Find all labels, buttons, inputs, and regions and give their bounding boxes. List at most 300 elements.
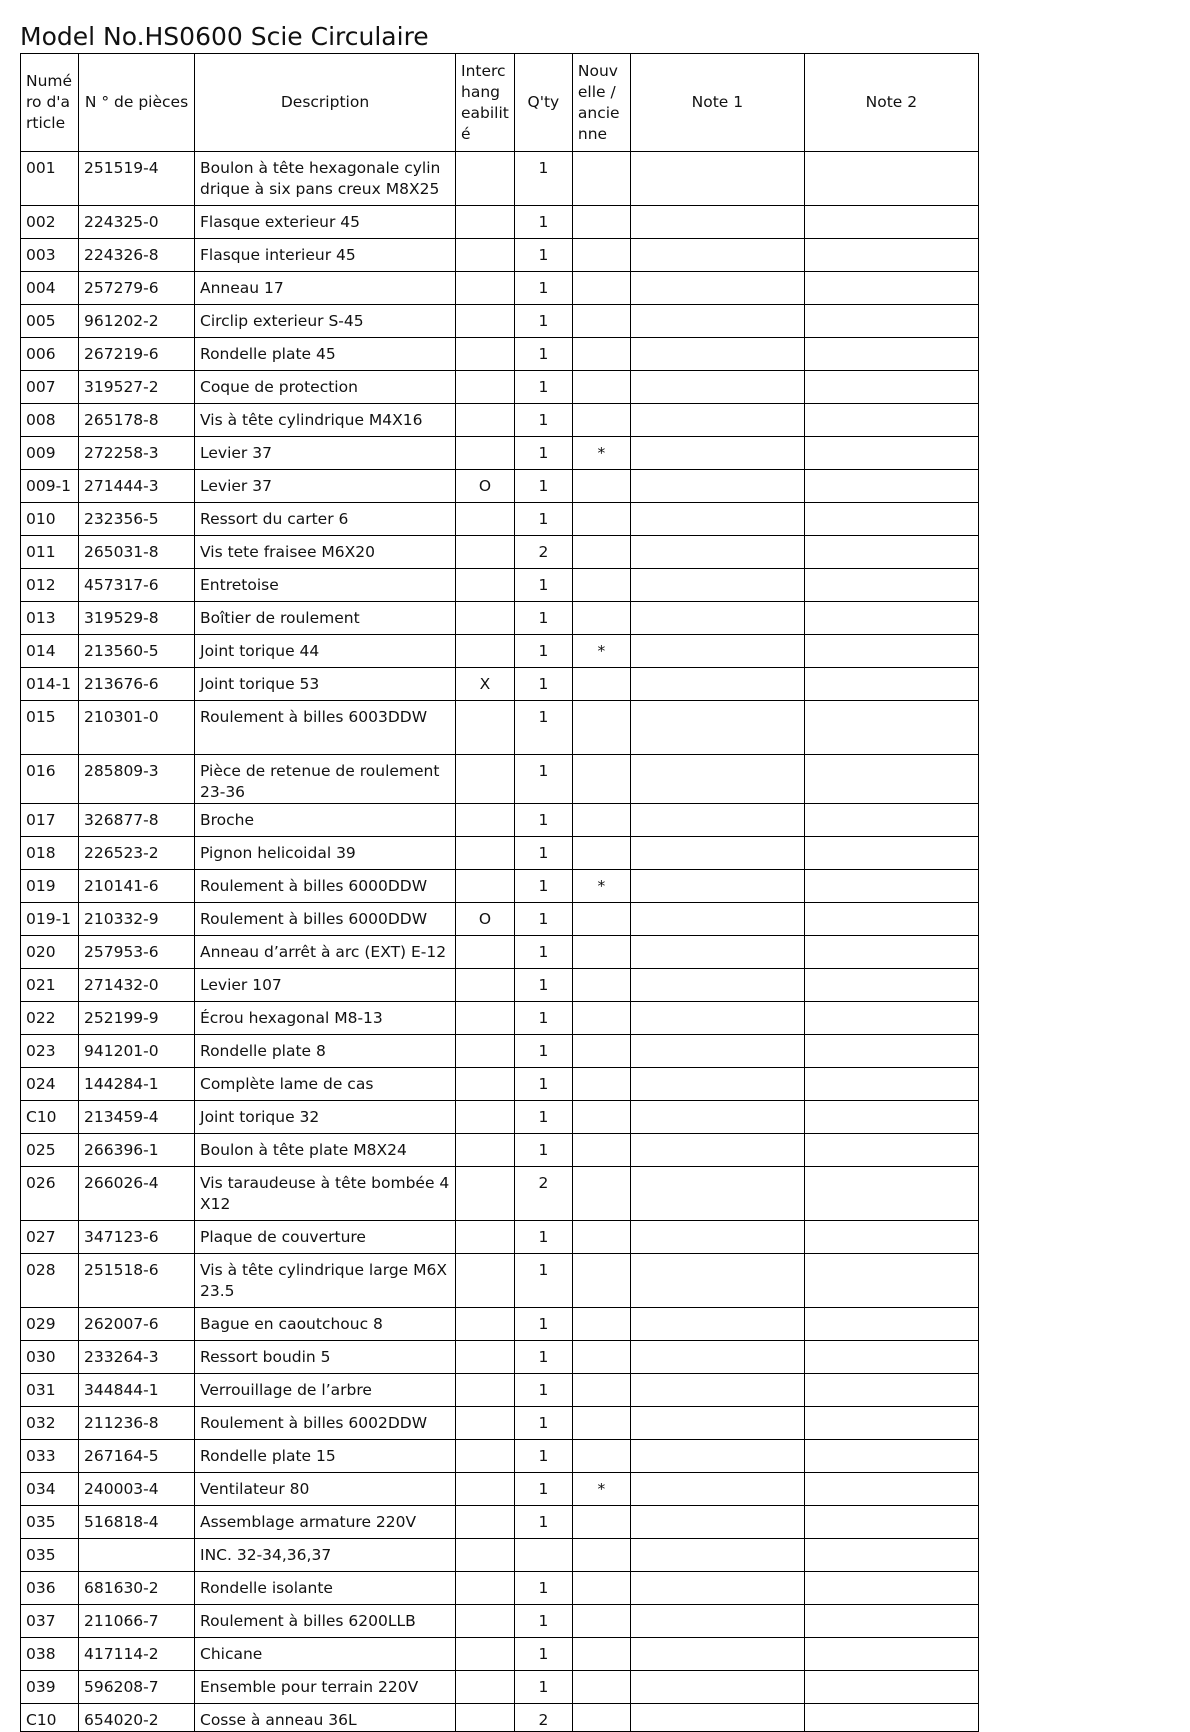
cell-interchangeability xyxy=(456,1407,515,1440)
parts-table xyxy=(20,53,979,1732)
cell-interchangeability xyxy=(456,1254,515,1308)
table-row xyxy=(21,470,979,503)
cell-interchangeability xyxy=(456,437,515,470)
cell-part-number: 271444-3 xyxy=(79,470,195,503)
cell-new-old xyxy=(572,1341,630,1374)
cell-qty: 1 xyxy=(514,470,572,503)
cell-new-old xyxy=(572,1101,630,1134)
cell-description: INC. 32-34,36,37 xyxy=(195,1539,456,1572)
cell-qty: 2 xyxy=(514,536,572,569)
cell-item: 035 xyxy=(21,1506,79,1539)
cell-new-old: * xyxy=(572,1473,630,1506)
cell-item: 033 xyxy=(21,1440,79,1473)
cell-note1 xyxy=(630,635,804,668)
cell-qty: 1 xyxy=(514,1440,572,1473)
cell-qty: 1 xyxy=(514,305,572,338)
table-header-row xyxy=(21,54,979,152)
cell-qty: 1 xyxy=(514,1506,572,1539)
cell-part-number: 257953-6 xyxy=(79,936,195,969)
cell-note2 xyxy=(804,1308,978,1341)
cell-part-number: 596208-7 xyxy=(79,1671,195,1704)
cell-new-old xyxy=(572,404,630,437)
table-row xyxy=(21,1035,979,1068)
cell-interchangeability xyxy=(456,936,515,969)
cell-description: Complète lame de cas xyxy=(195,1068,456,1101)
cell-interchangeability xyxy=(456,1134,515,1167)
cell-item: 024 xyxy=(21,1068,79,1101)
cell-qty: 1 xyxy=(514,1035,572,1068)
cell-item: 031 xyxy=(21,1374,79,1407)
cell-qty: 1 xyxy=(514,503,572,536)
cell-description: Flasque exterieur 45 xyxy=(195,206,456,239)
cell-part-number: 226523-2 xyxy=(79,837,195,870)
table-row xyxy=(21,1068,979,1101)
cell-description: Verrouillage de l’arbre xyxy=(195,1374,456,1407)
cell-description: Pignon helicoidal 39 xyxy=(195,837,456,870)
cell-part-number: 262007-6 xyxy=(79,1308,195,1341)
cell-item: 014-1 xyxy=(21,668,79,701)
cell-note1 xyxy=(630,1440,804,1473)
cell-note1 xyxy=(630,338,804,371)
cell-description: Coque de protection xyxy=(195,371,456,404)
cell-description: Ressort du carter 6 xyxy=(195,503,456,536)
cell-new-old: * xyxy=(572,870,630,903)
cell-note1 xyxy=(630,305,804,338)
cell-part-number xyxy=(79,1539,195,1572)
cell-note2 xyxy=(804,1605,978,1638)
table-row xyxy=(21,969,979,1002)
cell-new-old xyxy=(572,1440,630,1473)
cell-interchangeability xyxy=(456,1002,515,1035)
cell-interchangeability xyxy=(456,1605,515,1638)
col-header-description: Description xyxy=(195,54,456,152)
cell-description: Assemblage armature 220V xyxy=(195,1506,456,1539)
cell-description: Bague en caoutchouc 8 xyxy=(195,1308,456,1341)
cell-qty: 1 xyxy=(514,1002,572,1035)
cell-interchangeability xyxy=(456,602,515,635)
cell-description: Roulement à billes 6200LLB xyxy=(195,1605,456,1638)
cell-part-number: 252199-9 xyxy=(79,1002,195,1035)
cell-qty: 1 xyxy=(514,1254,572,1308)
table-row xyxy=(21,1134,979,1167)
cell-qty: 1 xyxy=(514,239,572,272)
cell-item: 015 xyxy=(21,701,79,755)
cell-note2 xyxy=(804,569,978,602)
cell-note1 xyxy=(630,239,804,272)
table-row xyxy=(21,437,979,470)
cell-interchangeability xyxy=(456,1506,515,1539)
cell-new-old xyxy=(572,936,630,969)
cell-note1 xyxy=(630,1572,804,1605)
cell-interchangeability xyxy=(456,1638,515,1671)
cell-item: 013 xyxy=(21,602,79,635)
cell-interchangeability xyxy=(456,1473,515,1506)
cell-part-number: 681630-2 xyxy=(79,1572,195,1605)
cell-new-old xyxy=(572,239,630,272)
cell-note1 xyxy=(630,1671,804,1704)
cell-description: Entretoise xyxy=(195,569,456,602)
cell-note2 xyxy=(804,1671,978,1704)
cell-description: Roulement à billes 6002DDW xyxy=(195,1407,456,1440)
cell-interchangeability xyxy=(456,1374,515,1407)
cell-new-old xyxy=(572,668,630,701)
cell-item: 038 xyxy=(21,1638,79,1671)
cell-qty: 1 xyxy=(514,870,572,903)
cell-new-old xyxy=(572,1638,630,1671)
cell-item: 022 xyxy=(21,1002,79,1035)
cell-part-number: 267219-6 xyxy=(79,338,195,371)
cell-note2 xyxy=(804,936,978,969)
table-row xyxy=(21,837,979,870)
cell-qty: 1 xyxy=(514,1671,572,1704)
cell-interchangeability xyxy=(456,1341,515,1374)
cell-item: 036 xyxy=(21,1572,79,1605)
cell-note2 xyxy=(804,1440,978,1473)
cell-interchangeability xyxy=(456,755,515,804)
table-row xyxy=(21,1101,979,1134)
cell-item: 008 xyxy=(21,404,79,437)
table-row xyxy=(21,1506,979,1539)
cell-part-number: 224326-8 xyxy=(79,239,195,272)
cell-note2 xyxy=(804,804,978,837)
cell-note1 xyxy=(630,668,804,701)
cell-qty: 1 xyxy=(514,1308,572,1341)
table-row xyxy=(21,903,979,936)
cell-note1 xyxy=(630,1254,804,1308)
cell-part-number: 347123-6 xyxy=(79,1221,195,1254)
cell-item: 026 xyxy=(21,1167,79,1221)
cell-item: 005 xyxy=(21,305,79,338)
table-row xyxy=(21,569,979,602)
cell-interchangeability xyxy=(456,1440,515,1473)
cell-note1 xyxy=(630,1638,804,1671)
cell-interchangeability xyxy=(456,206,515,239)
cell-description: Ventilateur 80 xyxy=(195,1473,456,1506)
cell-description: Joint torique 44 xyxy=(195,635,456,668)
cell-interchangeability xyxy=(456,1167,515,1221)
cell-note1 xyxy=(630,1101,804,1134)
cell-note1 xyxy=(630,701,804,755)
cell-qty: 1 xyxy=(514,1374,572,1407)
cell-part-number: 266396-1 xyxy=(79,1134,195,1167)
cell-description: Vis taraudeuse à tête bombée 4X12 xyxy=(195,1167,456,1221)
cell-part-number: 210332-9 xyxy=(79,903,195,936)
cell-note1 xyxy=(630,1221,804,1254)
cell-note2 xyxy=(804,239,978,272)
cell-item: C10 xyxy=(21,1101,79,1134)
cell-note1 xyxy=(630,1605,804,1638)
cell-description: Roulement à billes 6000DDW xyxy=(195,870,456,903)
table-row xyxy=(21,152,979,206)
cell-part-number: 267164-5 xyxy=(79,1440,195,1473)
cell-item: 028 xyxy=(21,1254,79,1308)
cell-part-number: 257279-6 xyxy=(79,272,195,305)
cell-new-old xyxy=(572,969,630,1002)
cell-new-old xyxy=(572,1002,630,1035)
cell-note1 xyxy=(630,206,804,239)
cell-qty: 1 xyxy=(514,1068,572,1101)
cell-interchangeability xyxy=(456,152,515,206)
cell-item: 021 xyxy=(21,969,79,1002)
cell-note1 xyxy=(630,755,804,804)
table-row xyxy=(21,404,979,437)
table-row xyxy=(21,371,979,404)
cell-new-old xyxy=(572,536,630,569)
cell-note1 xyxy=(630,903,804,936)
cell-part-number: 251519-4 xyxy=(79,152,195,206)
cell-item: C10 xyxy=(21,1704,79,1732)
cell-description: Rondelle isolante xyxy=(195,1572,456,1605)
cell-note1 xyxy=(630,371,804,404)
cell-new-old xyxy=(572,1068,630,1101)
table-row xyxy=(21,1308,979,1341)
cell-item: 039 xyxy=(21,1671,79,1704)
cell-qty: 1 xyxy=(514,1473,572,1506)
cell-new-old xyxy=(572,1506,630,1539)
cell-description: Circlip exterieur S-45 xyxy=(195,305,456,338)
cell-part-number: 210141-6 xyxy=(79,870,195,903)
cell-new-old xyxy=(572,1167,630,1221)
cell-item: 003 xyxy=(21,239,79,272)
cell-qty: 1 xyxy=(514,1221,572,1254)
col-header-note1: Note 1 xyxy=(630,54,804,152)
cell-interchangeability: O xyxy=(456,470,515,503)
cell-item: 007 xyxy=(21,371,79,404)
cell-description: Rondelle plate 8 xyxy=(195,1035,456,1068)
cell-qty: 1 xyxy=(514,936,572,969)
cell-interchangeability: O xyxy=(456,903,515,936)
cell-note1 xyxy=(630,1407,804,1440)
cell-item: 018 xyxy=(21,837,79,870)
cell-interchangeability xyxy=(456,837,515,870)
cell-description: Levier 37 xyxy=(195,437,456,470)
cell-part-number: 941201-0 xyxy=(79,1035,195,1068)
cell-item: 009 xyxy=(21,437,79,470)
cell-description: Anneau 17 xyxy=(195,272,456,305)
cell-new-old xyxy=(572,338,630,371)
cell-qty: 1 xyxy=(514,903,572,936)
cell-note2 xyxy=(804,1638,978,1671)
cell-new-old xyxy=(572,755,630,804)
table-row xyxy=(21,602,979,635)
cell-note2 xyxy=(804,503,978,536)
cell-item: 009-1 xyxy=(21,470,79,503)
cell-qty: 1 xyxy=(514,272,572,305)
cell-note2 xyxy=(804,1704,978,1732)
cell-note2 xyxy=(804,470,978,503)
cell-interchangeability xyxy=(456,536,515,569)
cell-interchangeability xyxy=(456,635,515,668)
cell-item: 025 xyxy=(21,1134,79,1167)
cell-part-number: 265178-8 xyxy=(79,404,195,437)
cell-new-old xyxy=(572,1572,630,1605)
cell-part-number: 272258-3 xyxy=(79,437,195,470)
cell-description: Broche xyxy=(195,804,456,837)
cell-item: 037 xyxy=(21,1605,79,1638)
table-row xyxy=(21,1374,979,1407)
cell-interchangeability xyxy=(456,404,515,437)
cell-note2 xyxy=(804,1572,978,1605)
cell-interchangeability xyxy=(456,503,515,536)
cell-qty: 1 xyxy=(514,437,572,470)
cell-part-number: 344844-1 xyxy=(79,1374,195,1407)
cell-interchangeability: X xyxy=(456,668,515,701)
cell-note2 xyxy=(804,338,978,371)
cell-note1 xyxy=(630,969,804,1002)
cell-item: 004 xyxy=(21,272,79,305)
cell-part-number: 285809-3 xyxy=(79,755,195,804)
cell-new-old xyxy=(572,1671,630,1704)
table-row xyxy=(21,536,979,569)
cell-note2 xyxy=(804,1341,978,1374)
cell-qty: 1 xyxy=(514,701,572,755)
cell-qty: 1 xyxy=(514,837,572,870)
cell-part-number: 210301-0 xyxy=(79,701,195,755)
cell-new-old xyxy=(572,152,630,206)
cell-note2 xyxy=(804,1101,978,1134)
cell-interchangeability xyxy=(456,338,515,371)
cell-interchangeability xyxy=(456,1068,515,1101)
table-row xyxy=(21,206,979,239)
cell-new-old xyxy=(572,272,630,305)
cell-note2 xyxy=(804,969,978,1002)
cell-qty: 1 xyxy=(514,1638,572,1671)
cell-part-number: 240003-4 xyxy=(79,1473,195,1506)
cell-qty: 1 xyxy=(514,1605,572,1638)
cell-item: 002 xyxy=(21,206,79,239)
cell-note2 xyxy=(804,635,978,668)
table-row xyxy=(21,1638,979,1671)
cell-description: Levier 37 xyxy=(195,470,456,503)
cell-item: 001 xyxy=(21,152,79,206)
cell-part-number: 213676-6 xyxy=(79,668,195,701)
table-row xyxy=(21,755,979,804)
cell-description: Levier 107 xyxy=(195,969,456,1002)
cell-note1 xyxy=(630,936,804,969)
cell-note1 xyxy=(630,470,804,503)
cell-description: Boîtier de roulement xyxy=(195,602,456,635)
cell-qty: 1 xyxy=(514,152,572,206)
cell-part-number: 211236-8 xyxy=(79,1407,195,1440)
cell-description: Anneau d’arrêt à arc (EXT) E-12 xyxy=(195,936,456,969)
cell-note2 xyxy=(804,1374,978,1407)
cell-note1 xyxy=(630,870,804,903)
col-header-qty: Q'ty xyxy=(514,54,572,152)
cell-note1 xyxy=(630,1539,804,1572)
cell-description: Roulement à billes 6000DDW xyxy=(195,903,456,936)
cell-description: Flasque interieur 45 xyxy=(195,239,456,272)
table-row xyxy=(21,635,979,668)
table-row xyxy=(21,338,979,371)
table-row xyxy=(21,272,979,305)
cell-item: 029 xyxy=(21,1308,79,1341)
cell-note1 xyxy=(630,1167,804,1221)
cell-item: 019 xyxy=(21,870,79,903)
cell-part-number: 319529-8 xyxy=(79,602,195,635)
cell-part-number: 232356-5 xyxy=(79,503,195,536)
cell-description: Cosse à anneau 36L xyxy=(195,1704,456,1732)
cell-item: 014 xyxy=(21,635,79,668)
cell-description: Vis tete fraisee M6X20 xyxy=(195,536,456,569)
cell-note1 xyxy=(630,1473,804,1506)
cell-qty: 1 xyxy=(514,969,572,1002)
cell-item: 016 xyxy=(21,755,79,804)
table-row xyxy=(21,305,979,338)
cell-interchangeability xyxy=(456,804,515,837)
table-row xyxy=(21,701,979,755)
table-row xyxy=(21,1221,979,1254)
table-row xyxy=(21,668,979,701)
cell-item: 006 xyxy=(21,338,79,371)
cell-part-number: 251518-6 xyxy=(79,1254,195,1308)
cell-description: Pièce de retenue de roulement 23-36 xyxy=(195,755,456,804)
cell-note2 xyxy=(804,903,978,936)
table-row xyxy=(21,1254,979,1308)
cell-qty: 1 xyxy=(514,1341,572,1374)
table-row xyxy=(21,239,979,272)
cell-note2 xyxy=(804,755,978,804)
cell-note2 xyxy=(804,152,978,206)
cell-qty: 1 xyxy=(514,1572,572,1605)
cell-description: Rondelle plate 45 xyxy=(195,338,456,371)
cell-note2 xyxy=(804,437,978,470)
cell-interchangeability xyxy=(456,371,515,404)
cell-qty: 1 xyxy=(514,635,572,668)
cell-new-old xyxy=(572,569,630,602)
cell-interchangeability xyxy=(456,1671,515,1704)
col-header-new-old: Nouv elle / ancie nne xyxy=(572,54,630,152)
cell-new-old xyxy=(572,470,630,503)
cell-interchangeability xyxy=(456,1308,515,1341)
col-header-part: N ° de pièces xyxy=(79,54,195,152)
cell-note1 xyxy=(630,837,804,870)
cell-part-number: 271432-0 xyxy=(79,969,195,1002)
cell-description: Rondelle plate 15 xyxy=(195,1440,456,1473)
cell-note2 xyxy=(804,870,978,903)
cell-description: Vis à tête cylindrique large M6X23.5 xyxy=(195,1254,456,1308)
cell-item: 017 xyxy=(21,804,79,837)
cell-part-number: 211066-7 xyxy=(79,1605,195,1638)
cell-part-number: 266026-4 xyxy=(79,1167,195,1221)
cell-new-old xyxy=(572,1254,630,1308)
parts-table-body xyxy=(21,152,979,1732)
cell-part-number: 961202-2 xyxy=(79,305,195,338)
table-row xyxy=(21,1167,979,1221)
cell-part-number: 457317-6 xyxy=(79,569,195,602)
cell-note2 xyxy=(804,1407,978,1440)
cell-qty: 1 xyxy=(514,338,572,371)
table-row xyxy=(21,1341,979,1374)
cell-part-number: 417114-2 xyxy=(79,1638,195,1671)
cell-new-old xyxy=(572,903,630,936)
table-row xyxy=(21,1704,979,1732)
cell-description: Écrou hexagonal M8-13 xyxy=(195,1002,456,1035)
cell-qty: 1 xyxy=(514,371,572,404)
cell-qty: 1 xyxy=(514,755,572,804)
col-header-interchangeability: Interc hang eabilit é xyxy=(456,54,515,152)
cell-note1 xyxy=(630,152,804,206)
cell-new-old xyxy=(572,371,630,404)
cell-note2 xyxy=(804,305,978,338)
cell-item: 019-1 xyxy=(21,903,79,936)
cell-new-old xyxy=(572,1221,630,1254)
col-header-note2: Note 2 xyxy=(804,54,978,152)
table-row xyxy=(21,1605,979,1638)
cell-qty: 1 xyxy=(514,1407,572,1440)
cell-description: Ensemble pour terrain 220V xyxy=(195,1671,456,1704)
cell-new-old: * xyxy=(572,635,630,668)
cell-note1 xyxy=(630,804,804,837)
